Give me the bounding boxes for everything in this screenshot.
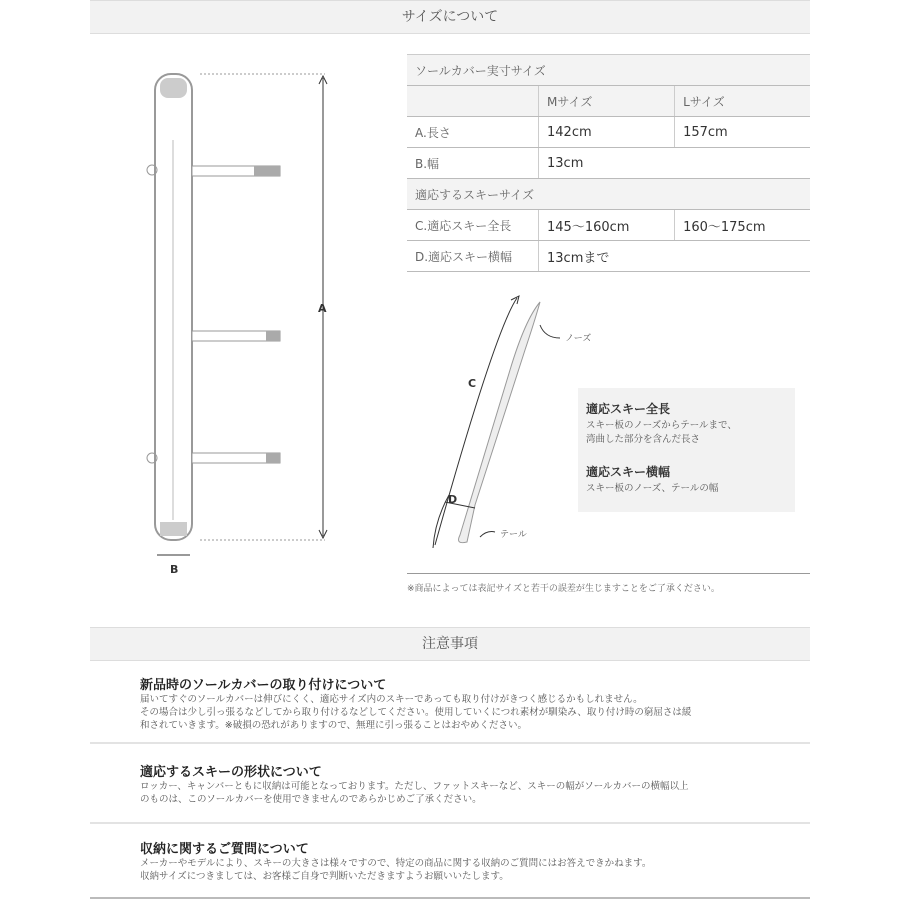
table-section-title: ソールカバー実寸サイズ [407,55,810,86]
label-b: B [170,563,179,576]
label-c: C [468,377,477,390]
section-text: 和されていきます。※破損の恐れがありますので、無理に引っ張ることはおやめください。 [140,720,528,731]
info-title: 適応スキー横幅 [586,465,671,479]
row-label: D.適応スキー横幅 [407,241,539,272]
row-label: A.長さ [407,117,539,148]
divider [90,742,810,744]
section-text: 収納サイズにつきましては、お客様ご自身で判断いただきますようお願いいたします。 [140,871,509,882]
col-l: Lサイズ [675,86,810,117]
info-box [578,388,795,512]
value: 13cmまで [539,241,811,272]
label-a: A [318,302,327,315]
table-row [407,241,810,272]
divider [90,822,810,824]
size-header: サイズについて [90,0,810,34]
section-title: 新品時のソールカバーの取り付けについて [140,678,387,693]
notice-section [140,674,800,732]
info-text: 湾曲した部分を含んだ長さ [586,434,701,445]
value-l: 157cm [675,117,810,148]
value: 13cm [539,148,811,179]
row-label: C.適応スキー全長 [407,210,539,241]
divider [90,897,810,899]
notice-section [140,838,800,883]
size-table [407,54,810,272]
divider [407,573,810,574]
section-text: のものは、このソールカバーを使用できませんのであらかじめご了承ください。 [140,794,482,805]
section-text: ロッカー、キャンバーともに収納は可能となっております。ただし、ファットスキーなど、スキーの幅がソールカバーの横幅以上 [140,781,689,792]
info-title: 適応スキー全長 [586,402,671,416]
notice-section [140,761,800,806]
label-nose: ノーズ [565,334,592,344]
table-section-title: 適応するスキーサイズ [407,179,810,210]
col-m: Mサイズ [539,86,675,117]
sole-cover-diagram [130,60,350,580]
label-d: D [448,493,458,506]
table-row [407,148,810,179]
section-text: その場合は少し引っ張るなどしてから取り付けるなどしてください。使用していくにつれ素材が馴染み、取り付け時の窮屈さは緩 [140,707,692,718]
table-row [407,210,810,241]
table-row [407,117,810,148]
label-tail: テール [500,530,527,540]
value-m: 142cm [539,117,675,148]
info-text: スキー板のノーズ、テールの幅 [586,483,719,494]
value-l: 160〜175cm [675,210,810,241]
notice-header: 注意事項 [90,627,810,661]
section-title: 収納に関するご質問について [140,842,309,857]
section-text: メーカーやモデルにより、スキーの大きさは様々ですので、特定の商品に関する収納のご質問にはお答えできかねます。 [140,858,652,869]
section-title: 適応するスキーの形状について [140,765,322,780]
section-text: 届いてすぐのソールカバーは伸びにくく、適応サイズ内のスキーであっても取り付けがきつく感じるかもしれません。 [140,694,643,705]
note: ※商品によっては表記サイズと若干の誤差が生じますことをご了承ください。 [407,584,720,594]
value-m: 145〜160cm [539,210,675,241]
info-text: スキー板のノーズからテールまで、 [586,420,737,431]
row-label: B.幅 [407,148,539,179]
